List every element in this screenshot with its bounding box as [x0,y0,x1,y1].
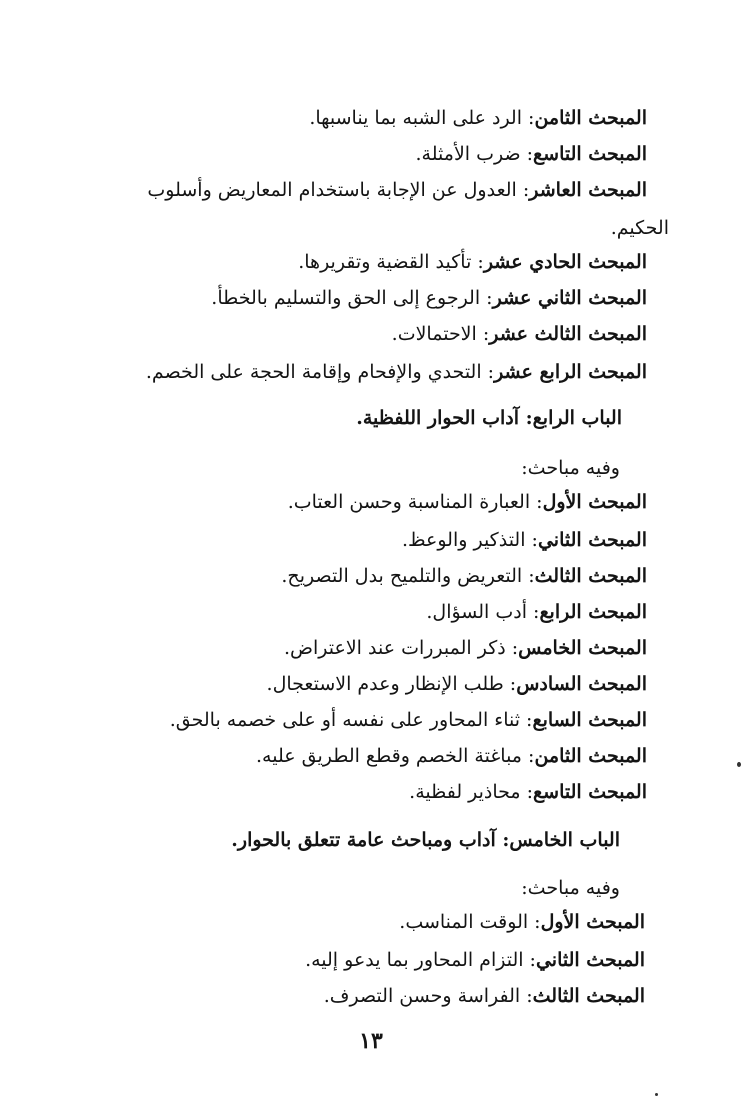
part-heading [356,406,622,430]
part-heading-text: الباب الخامس: آداب ومباحث عامة تتعلق بالحوار. [231,829,620,851]
toc-label: المبحث الثامن [534,745,647,767]
toc-line [324,984,645,1008]
toc-line [416,142,647,166]
toc-label: المبحث الثاني عشر [492,287,647,309]
toc-text: : طلب الإنظار وعدم الاستعجال. [266,673,517,695]
scan-speck [737,762,741,767]
toc-label: المبحث الرابع عشر [494,361,647,383]
toc-text: : أدب السؤال. [426,601,540,623]
toc-text: : الرد على الشبه بما يناسبها. [309,107,535,129]
toc-text: : ضرب الأمثلة. [415,143,534,165]
toc-line [146,360,647,384]
toc-text: : تأكيد القضية وتقريرها. [298,251,484,273]
toc-text: : التذكير والوعظ. [401,529,538,551]
toc-label: المبحث السادس [516,673,647,695]
toc-label: المبحث الخامس [518,637,647,659]
toc-label: المبحث الثالث [532,985,645,1007]
toc-line [147,178,647,202]
toc-text: : الرجوع إلى الحق والتسليم بالخطأ. [211,287,493,309]
toc-label: المبحث الثاني [535,949,645,971]
toc-text: : الوقت المناسب. [399,911,541,933]
part-heading-text: الباب الرابع: آداب الحوار اللفظية. [356,407,622,429]
toc-line [426,600,647,624]
scan-speck [655,1093,658,1096]
toc-line [305,948,645,972]
toc-line [392,322,647,346]
toc-line [402,528,647,552]
toc-line [284,636,647,660]
toc-text: : التعريض والتلميح بدل التصريح. [281,565,535,587]
page-number: ١٣ [359,1028,383,1054]
part-heading [231,828,620,852]
toc-text: : التحدي والإفحام وإقامة الحجة على الخصم. [145,361,495,383]
part-intro [521,876,620,900]
part-intro-text: وفيه مباحث: [521,877,620,899]
toc-line [211,286,647,310]
toc-label: المبحث التاسع [533,781,647,803]
toc-line [298,250,647,274]
toc-line [288,490,647,514]
toc-text: : التزام المحاور بما يدعو إليه. [305,949,536,971]
toc-text: : محاذير لفظية. [409,781,534,803]
part-intro-text: وفيه مباحث: [521,457,620,479]
toc-line [281,564,647,588]
toc-label: المبحث الثامن [534,107,647,129]
toc-text: : الاحتمالات. [391,323,490,345]
toc-text: : العبارة المناسبة وحسن العتاب. [287,491,543,513]
toc-text: : ثناء المحاور على نفسه أو على خصمه بالحق. [169,709,533,731]
toc-label: المبحث العاشر [529,179,647,201]
toc-text: : العدول عن الإجابة باستخدام المعاريض وأسلوب [147,179,530,201]
toc-label: المبحث الثاني [537,529,647,551]
toc-text: الحكيم. [610,217,669,239]
toc-label: المبحث الثالث [534,565,647,587]
toc-label: المبحث الثالث عشر [489,323,647,345]
toc-line [309,106,647,130]
toc-line-continuation [611,216,669,240]
toc-line [256,744,647,768]
toc-line [399,910,645,934]
toc-label: المبحث الرابع [539,601,647,623]
toc-label: المبحث الأول [542,491,647,513]
toc-line [267,672,647,696]
toc-label: المبحث الحادي عشر [483,251,647,273]
toc-label: المبحث الأول [540,911,645,933]
part-intro [521,456,620,480]
toc-text: : مباغتة الخصم وقطع الطريق عليه. [256,745,535,767]
toc-line [409,780,647,804]
toc-text: : الفراسة وحسن التصرف. [323,985,533,1007]
toc-label: المبحث التاسع [533,143,647,165]
toc-label: المبحث السابع [532,709,647,731]
toc-line [170,708,647,732]
toc-text: : ذكر المبررات عند الاعتراض. [283,637,519,659]
